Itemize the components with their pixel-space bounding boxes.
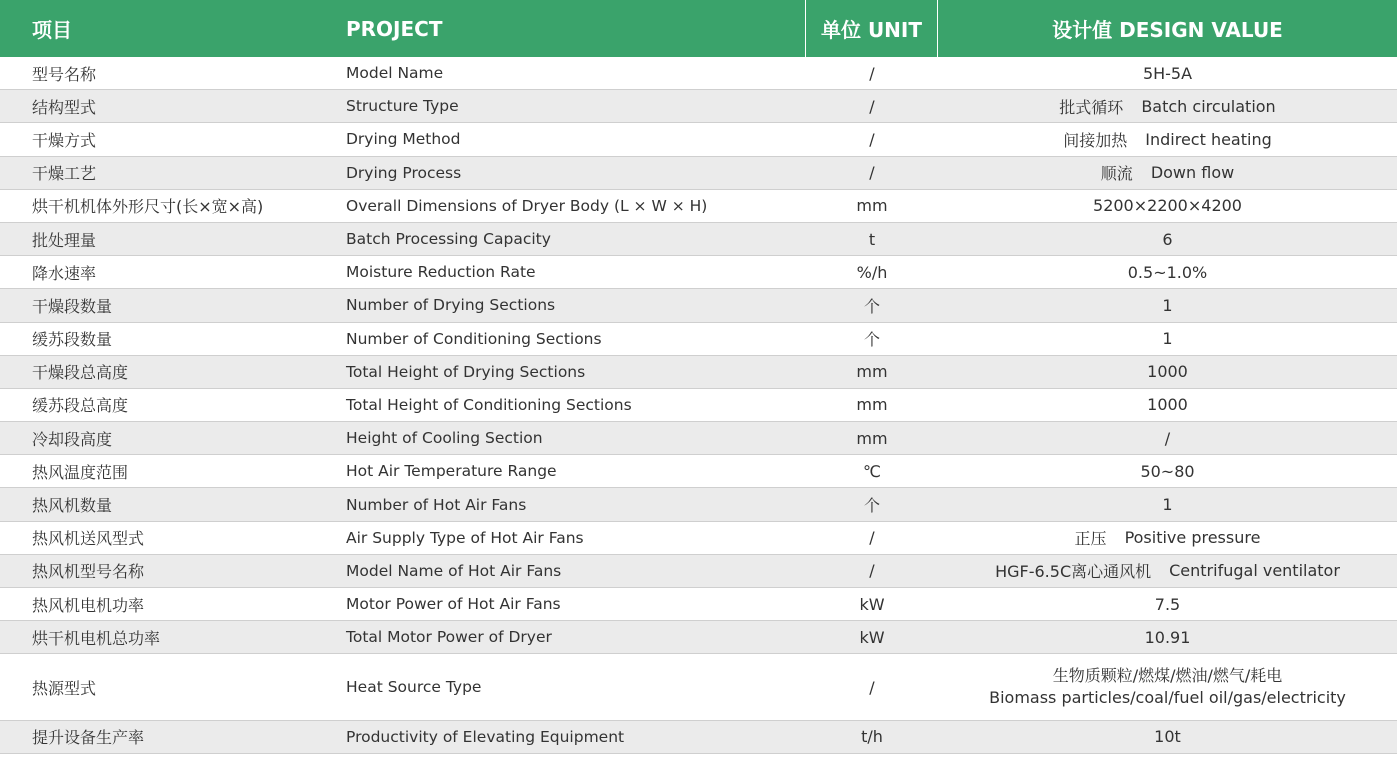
row-unit: / <box>869 129 875 149</box>
row-name-en: Productivity of Elevating Equipment <box>346 727 625 746</box>
row-value: 0.5~1.0% <box>1127 262 1208 282</box>
row-name-en: Total Height of Conditioning Sections <box>346 395 632 414</box>
row-unit: / <box>869 96 875 116</box>
row-unit: / <box>869 677 875 697</box>
row-name-zh: 热风机数量 <box>32 496 113 516</box>
row-name-en: Overall Dimensions of Dryer Body (L × W × H) <box>346 196 708 215</box>
row-name-en: Model Name <box>346 64 444 83</box>
table-row <box>0 522 1397 555</box>
table-header <box>0 0 1397 57</box>
row-name-en: Number of Conditioning Sections <box>346 329 602 348</box>
row-name-zh: 热风机电机功率 <box>32 595 145 615</box>
row-name-en: Total Motor Power of Dryer <box>346 628 552 647</box>
row-name-zh: 缓苏段总高度 <box>32 396 129 416</box>
row-unit: mm <box>856 428 888 448</box>
row-unit: kW <box>859 627 885 647</box>
row-unit: t/h <box>861 727 883 747</box>
row-value-zh: 顺流 <box>1100 164 1133 184</box>
row-unit: / <box>869 63 875 83</box>
row-unit: mm <box>856 362 888 382</box>
row-unit: / <box>869 528 875 548</box>
row-unit: %/h <box>856 262 888 282</box>
row-unit: / <box>869 163 875 183</box>
table-row <box>0 455 1397 488</box>
row-name-en: Number of Drying Sections <box>346 296 556 315</box>
row-name-zh: 热风机送风型式 <box>32 529 145 549</box>
row-value <box>938 555 1397 587</box>
row-value: 1 <box>1162 495 1173 515</box>
row-unit: 个 <box>863 496 880 516</box>
row-name-zh: 型号名称 <box>32 64 97 84</box>
row-unit: 个 <box>863 296 880 316</box>
row-name-zh: 批处理量 <box>32 230 97 250</box>
row-name-en: Batch Processing Capacity <box>346 230 551 249</box>
row-value <box>938 90 1397 122</box>
row-value <box>938 123 1397 155</box>
row-name-zh: 缓苏段数量 <box>32 330 113 350</box>
row-value: 1000 <box>1147 395 1188 415</box>
row-value-en: Biomass particles/coal/fuel oil/gas/electricity <box>989 688 1346 708</box>
row-name-en: Air Supply Type of Hot Air Fans <box>346 528 584 547</box>
row-name-zh: 结构型式 <box>32 97 97 117</box>
row-value: 1 <box>1162 329 1173 349</box>
row-name-zh: 降水速率 <box>32 263 97 283</box>
table-row <box>0 389 1397 422</box>
row-name-en: Total Height of Drying Sections <box>346 362 586 381</box>
row-value: 50~80 <box>1140 461 1195 481</box>
row-name-en: Hot Air Temperature Range <box>346 462 557 481</box>
table-row <box>0 488 1397 521</box>
header-project-en: PROJECT <box>325 0 806 57</box>
row-name-zh: 热风温度范围 <box>32 462 129 482</box>
row-value: 10t <box>1154 727 1181 747</box>
table-row <box>0 256 1397 289</box>
table-row <box>0 223 1397 256</box>
row-value: 1 <box>1162 295 1173 315</box>
row-name-en: Model Name of Hot Air Fans <box>346 561 562 580</box>
row-value: 10.91 <box>1144 627 1191 647</box>
row-name-en: Drying Method <box>346 130 461 149</box>
row-value-en: Batch circulation <box>1141 96 1276 116</box>
row-value-zh: 批式循环 <box>1059 97 1124 117</box>
table-row <box>0 157 1397 190</box>
row-name-en: Drying Process <box>346 163 462 182</box>
row-value: 7.5 <box>1154 594 1181 614</box>
row-name-zh: 烘干机机体外形尺寸(长×宽×高) <box>32 197 264 217</box>
table-row <box>0 190 1397 223</box>
row-name-en: Motor Power of Hot Air Fans <box>346 595 561 614</box>
table-row <box>0 555 1397 588</box>
table-row <box>0 90 1397 123</box>
row-name-en: Structure Type <box>346 97 459 116</box>
row-value-en: Down flow <box>1150 163 1235 183</box>
row-unit: 个 <box>863 330 880 350</box>
row-name-zh: 热风机型号名称 <box>32 562 145 582</box>
row-name-zh: 冷却段高度 <box>32 429 113 449</box>
row-value: 6 <box>1162 229 1173 249</box>
table-row <box>0 721 1397 754</box>
row-value-zh: 间接加热 <box>1063 130 1128 150</box>
row-value <box>938 654 1397 719</box>
row-value-zh: HGF-6.5C离心通风机 <box>995 562 1152 582</box>
table-row <box>0 588 1397 621</box>
row-value-en: Indirect heating <box>1145 129 1272 149</box>
row-value: / <box>1164 428 1171 448</box>
row-value <box>938 157 1397 189</box>
table-row <box>0 422 1397 455</box>
row-name-zh: 干燥方式 <box>32 130 97 150</box>
row-name-en: Number of Hot Air Fans <box>346 495 527 514</box>
row-name-zh: 干燥工艺 <box>32 164 97 184</box>
row-unit: kW <box>859 594 885 614</box>
row-name-zh: 烘干机电机总功率 <box>32 628 161 648</box>
row-value: 5200×2200×4200 <box>1093 196 1242 216</box>
row-value <box>938 522 1397 554</box>
row-name-zh: 干燥段数量 <box>32 296 113 316</box>
row-unit: ℃ <box>863 461 881 481</box>
row-name-en: Height of Cooling Section <box>346 429 543 448</box>
table-row <box>0 289 1397 322</box>
row-name-zh: 干燥段总高度 <box>32 363 129 383</box>
table-row <box>0 323 1397 356</box>
header-project-zh: 项目 <box>0 0 325 57</box>
row-name-en: Moisture Reduction Rate <box>346 263 536 282</box>
row-name-zh: 热源型式 <box>32 678 97 698</box>
row-value-en: Centrifugal ventilator <box>1169 561 1340 581</box>
row-value-zh: 生物质颗粒/燃煤/燃油/燃气/耗电 <box>1052 666 1283 686</box>
row-unit: / <box>869 561 875 581</box>
row-value-zh: 正压 <box>1074 529 1107 549</box>
table-row <box>0 123 1397 156</box>
header-design-value: 设计值 DESIGN VALUE <box>938 0 1397 57</box>
row-unit: t <box>868 229 876 249</box>
row-unit: mm <box>856 196 888 216</box>
row-value: 1000 <box>1147 362 1188 382</box>
row-value-en: Positive pressure <box>1124 528 1261 548</box>
table-row <box>0 57 1397 90</box>
row-name-zh: 提升设备生产率 <box>32 728 145 748</box>
row-name-en: Heat Source Type <box>346 678 482 697</box>
table-row <box>0 621 1397 654</box>
table-row <box>0 356 1397 389</box>
table-row <box>0 654 1397 720</box>
row-value: 5H-5A <box>1142 63 1193 83</box>
header-unit: 单位 UNIT <box>806 0 938 57</box>
row-unit: mm <box>856 395 888 415</box>
